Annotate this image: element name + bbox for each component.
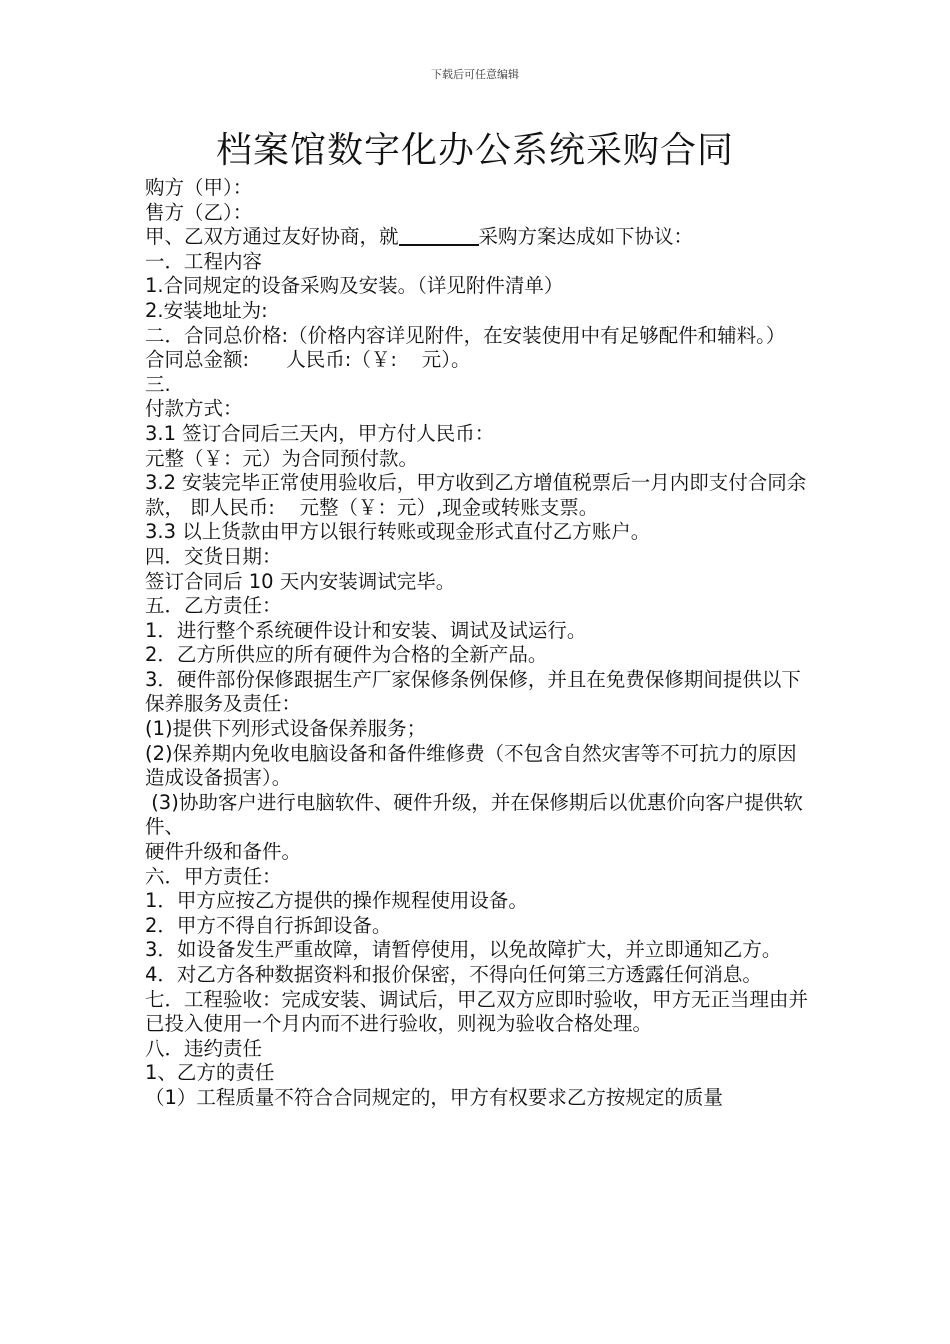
agreement-line xyxy=(145,225,810,250)
section-heading: 三. xyxy=(145,372,171,396)
section-heading: 六．甲方责任： xyxy=(145,864,282,888)
buyer-line: 购方（甲）： xyxy=(145,176,253,199)
blank-underline xyxy=(399,226,479,246)
list-item: 4．对乙方各种数据资料和报价保密，不得向任何第三方透露任何消息。 xyxy=(145,963,762,986)
list-item: 3．如设备发生严重故障，请暂停使用，以免故障扩大，并立即通知乙方。 xyxy=(145,938,782,962)
subsection-heading: 1、乙方的责任 xyxy=(145,1061,275,1085)
list-item: (2)保养期内免收电脑设备和备件维修费（不包含自然灾害等不可抗力的原因造成设备损害）。 xyxy=(145,741,797,790)
paragraph: 元整（￥：元）为合同预付款。 xyxy=(145,446,419,470)
seller-line: 售方（乙）： xyxy=(145,200,253,224)
paragraph: 2.安装地址为: xyxy=(145,298,268,322)
list-item: (1)提供下列形式设备保养服务； xyxy=(145,717,427,741)
contract-body xyxy=(145,176,810,1111)
document-title: 档案馆数字化办公系统采购合同 xyxy=(215,130,734,171)
paragraph: 付款方式： xyxy=(145,397,243,421)
paragraph: 1.合同规定的设备采购及安装。（详见附件清单） xyxy=(145,274,564,298)
list-item: (3)协助客户进行电脑软件、硬件升级，并在保修期后以优惠价向客户提供软件、 xyxy=(145,790,803,839)
list-item: 2．乙方所供应的所有硬件为合格的全新产品。 xyxy=(145,643,548,667)
list-item: （1）工程质量不符合合同规定的，甲方有权要求乙方按规定的质量 xyxy=(145,1085,723,1109)
section-heading: 七．工程验收：完成安装、调试后，甲乙双方应即时验收，甲方无正当理由并已投入使用一个月内而不进行验收，则视为验收合格处理。 xyxy=(145,987,809,1036)
paragraph: 签订合同后 10 天内安装调试完毕。 xyxy=(145,569,456,593)
paragraph: 3.1 签订合同后三天内，甲方付人民币： xyxy=(145,421,495,445)
header-note: 下载后可任意编辑 xyxy=(431,68,519,81)
section-heading: 二．合同总价格:（价格内容详见附件，在安装使用中有足够配件和辅料。） xyxy=(145,323,786,347)
list-item: 2．甲方不得自行拆卸设备。 xyxy=(145,913,392,937)
paragraph: 硬件升级和备件。 xyxy=(145,840,302,864)
section-heading: 五．乙方责任： xyxy=(145,594,282,618)
section-heading: 一．工程内容 xyxy=(145,249,263,273)
list-item: 3．硬件部份保修跟据生产厂家保修条例保修，并且在免费保修期间提供以下保养服务及责任： xyxy=(145,667,801,716)
list-item: 1．进行整个系统硬件设计和安装、调试及试运行。 xyxy=(145,618,587,642)
paragraph: 3.2 安装完毕正常使用验收后，甲方收到乙方增值税票后一月内即支付合同余款， 即人民币: 元整（￥：元）,现金或转账支票。 xyxy=(145,471,807,519)
agreement-suffix: 采购方案达成如下协议： xyxy=(478,225,694,249)
list-item: 1．甲方应按乙方提供的操作规程使用设备。 xyxy=(145,889,528,913)
paragraph: 合同总金额: 人民币:（￥: 元）。 xyxy=(145,348,471,372)
section-heading: 四．交货日期： xyxy=(145,544,282,568)
section-heading: 八．违约责任 xyxy=(145,1036,263,1060)
agreement-prefix: 甲、乙双方通过友好协商，就 xyxy=(145,225,399,249)
paragraph: 3.3 以上货款由甲方以银行转账或现金形式直付乙方账户。 xyxy=(145,520,651,544)
